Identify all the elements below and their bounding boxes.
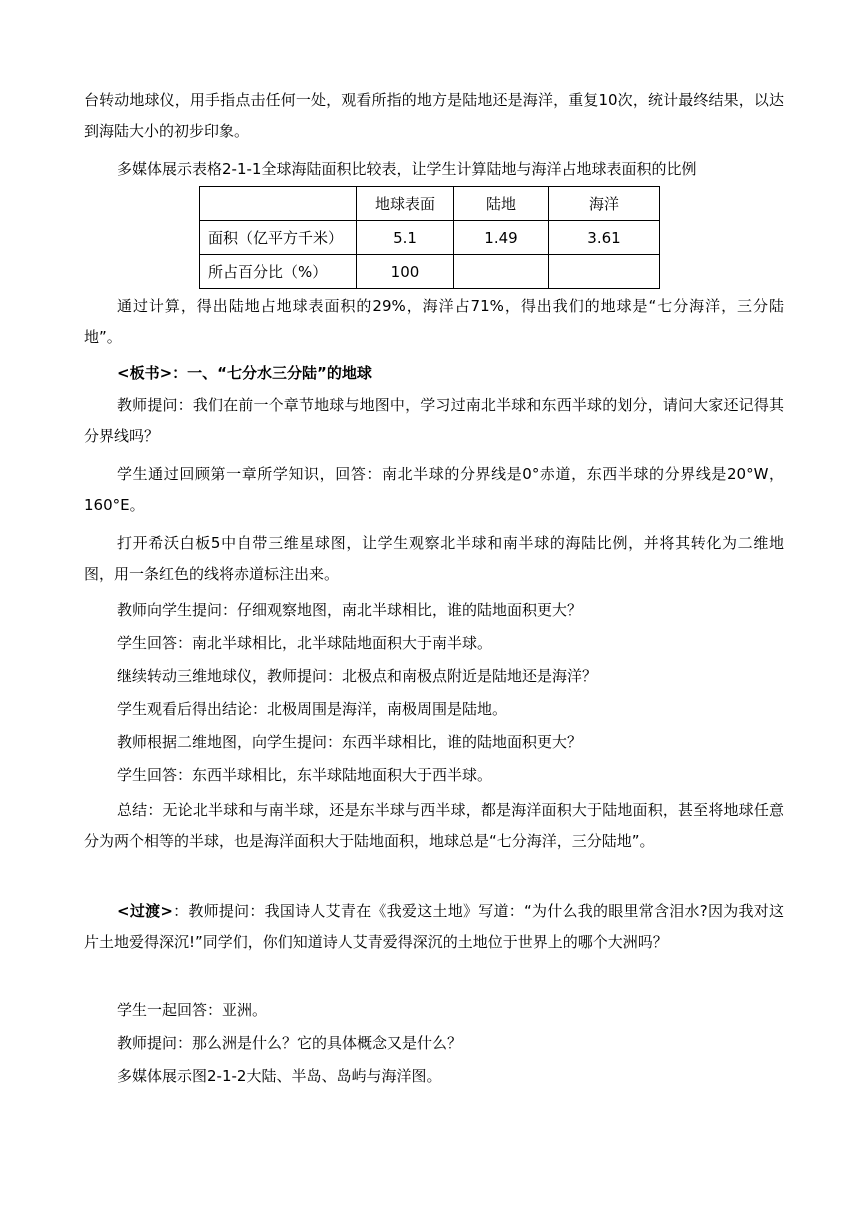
paragraph-teacher-question-ns: 教师向学生提问：仔细观察地图，南北半球相比，谁的陆地面积更大？ xyxy=(117,601,583,619)
table-row xyxy=(200,221,660,255)
table-header-cell: 地球表面 xyxy=(357,187,454,221)
table-cell: 1.49 xyxy=(454,221,549,255)
transition-tag: <过渡> xyxy=(117,902,173,920)
paragraph-student-answer-ew: 学生回答：东西半球相比，东半球陆地面积大于西半球。 xyxy=(117,766,493,784)
land-sea-area-table xyxy=(199,186,660,289)
paragraph-whiteboard-activity: 打开希沃白板5中自带三维星球图，让学生观察北半球和南半球的海陆比例，并将其转化为二维地图，用一条红色的线将赤道标注出来。 xyxy=(84,534,784,583)
table-cell: 100 xyxy=(357,255,454,289)
table-header-cell: 海洋 xyxy=(549,187,660,221)
paragraph-summary: 总结：无论北半球和与南半球，还是东半球与西半球，都是海洋面积大于陆地面积，甚至将地球任意分为两个相等的半球，也是海洋面积大于陆地面积，地球总是“七分海洋，三分陆地”。 xyxy=(84,801,784,850)
paragraph-teacher-question-poles: 继续转动三维地球仪，教师提问：北极点和南极点附近是陆地还是海洋？ xyxy=(117,667,598,685)
table-cell xyxy=(549,255,660,289)
paragraph-student-answer-ns: 学生回答：南北半球相比，北半球陆地面积大于南半球。 xyxy=(117,634,493,652)
paragraph-teacher-question-ew: 教师根据二维地图，向学生提问：东西半球相比，谁的陆地面积更大？ xyxy=(117,733,583,751)
paragraph-calculation-result: 通过计算，得出陆地占地球表面积的29%，海洋占71%，得出我们的地球是“七分海洋，三分陆地”。 xyxy=(84,297,784,346)
board-note-tag: <板书> xyxy=(117,364,173,382)
paragraph-student-answer-boundaries: 学生通过回顾第一章所学知识，回答：南北半球的分界线是0°赤道，东西半球的分界线是20°W，160°E。 xyxy=(84,465,784,514)
paragraph-teacher-question-continent: 教师提问：那么洲是什么？它的具体概念又是什么？ xyxy=(117,1034,463,1052)
table-header-cell: 陆地 xyxy=(454,187,549,221)
table-cell: 3.61 xyxy=(549,221,660,255)
paragraph-globe-activity: 台转动地球仪，用手指点击任何一处，观看所指的地方是陆地还是海洋，重复10次，统计最终结果，以达到海陆大小的初步印象。 xyxy=(84,91,784,140)
table-cell xyxy=(454,255,549,289)
paragraph-teacher-question-hemispheres: 教师提问：我们在前一个章节地球与地图中，学习过南北半球和东西半球的划分，请问大家还记得其分界线吗？ xyxy=(84,396,784,445)
table-cell: 5.1 xyxy=(357,221,454,255)
paragraph-board-note xyxy=(84,358,784,389)
table-header-row xyxy=(200,187,660,221)
paragraph-table-intro: 多媒体展示表格2-1-1全球海陆面积比较表，让学生计算陆地与海洋占地球表面积的比例 xyxy=(117,160,697,178)
table-row xyxy=(200,255,660,289)
board-note-text: ：一、“七分水三分陆”的地球 xyxy=(172,364,372,382)
paragraph-student-answer-asia: 学生一起回答：亚洲。 xyxy=(117,1001,268,1019)
table-row-label: 面积（亿平方千米） xyxy=(200,221,357,255)
paragraph-student-conclusion-poles: 学生观看后得出结论：北极周围是海洋，南极周围是陆地。 xyxy=(117,700,508,718)
table-header-cell xyxy=(200,187,357,221)
paragraph-multimedia-figure: 多媒体展示图2-1-2大陆、半岛、岛屿与海洋图。 xyxy=(117,1067,442,1085)
transition-text: ：教师提问：我国诗人艾青在《我爱这土地》写道：“为什么我的眼里常含泪水?因为我对这片土地爱得深沉!”同学们，你们知道诗人艾青爱得深沉的土地位于世界上的哪个大洲吗？ xyxy=(84,902,784,951)
table-row-label: 所占百分比（%） xyxy=(200,255,357,289)
paragraph-transition xyxy=(84,896,784,958)
